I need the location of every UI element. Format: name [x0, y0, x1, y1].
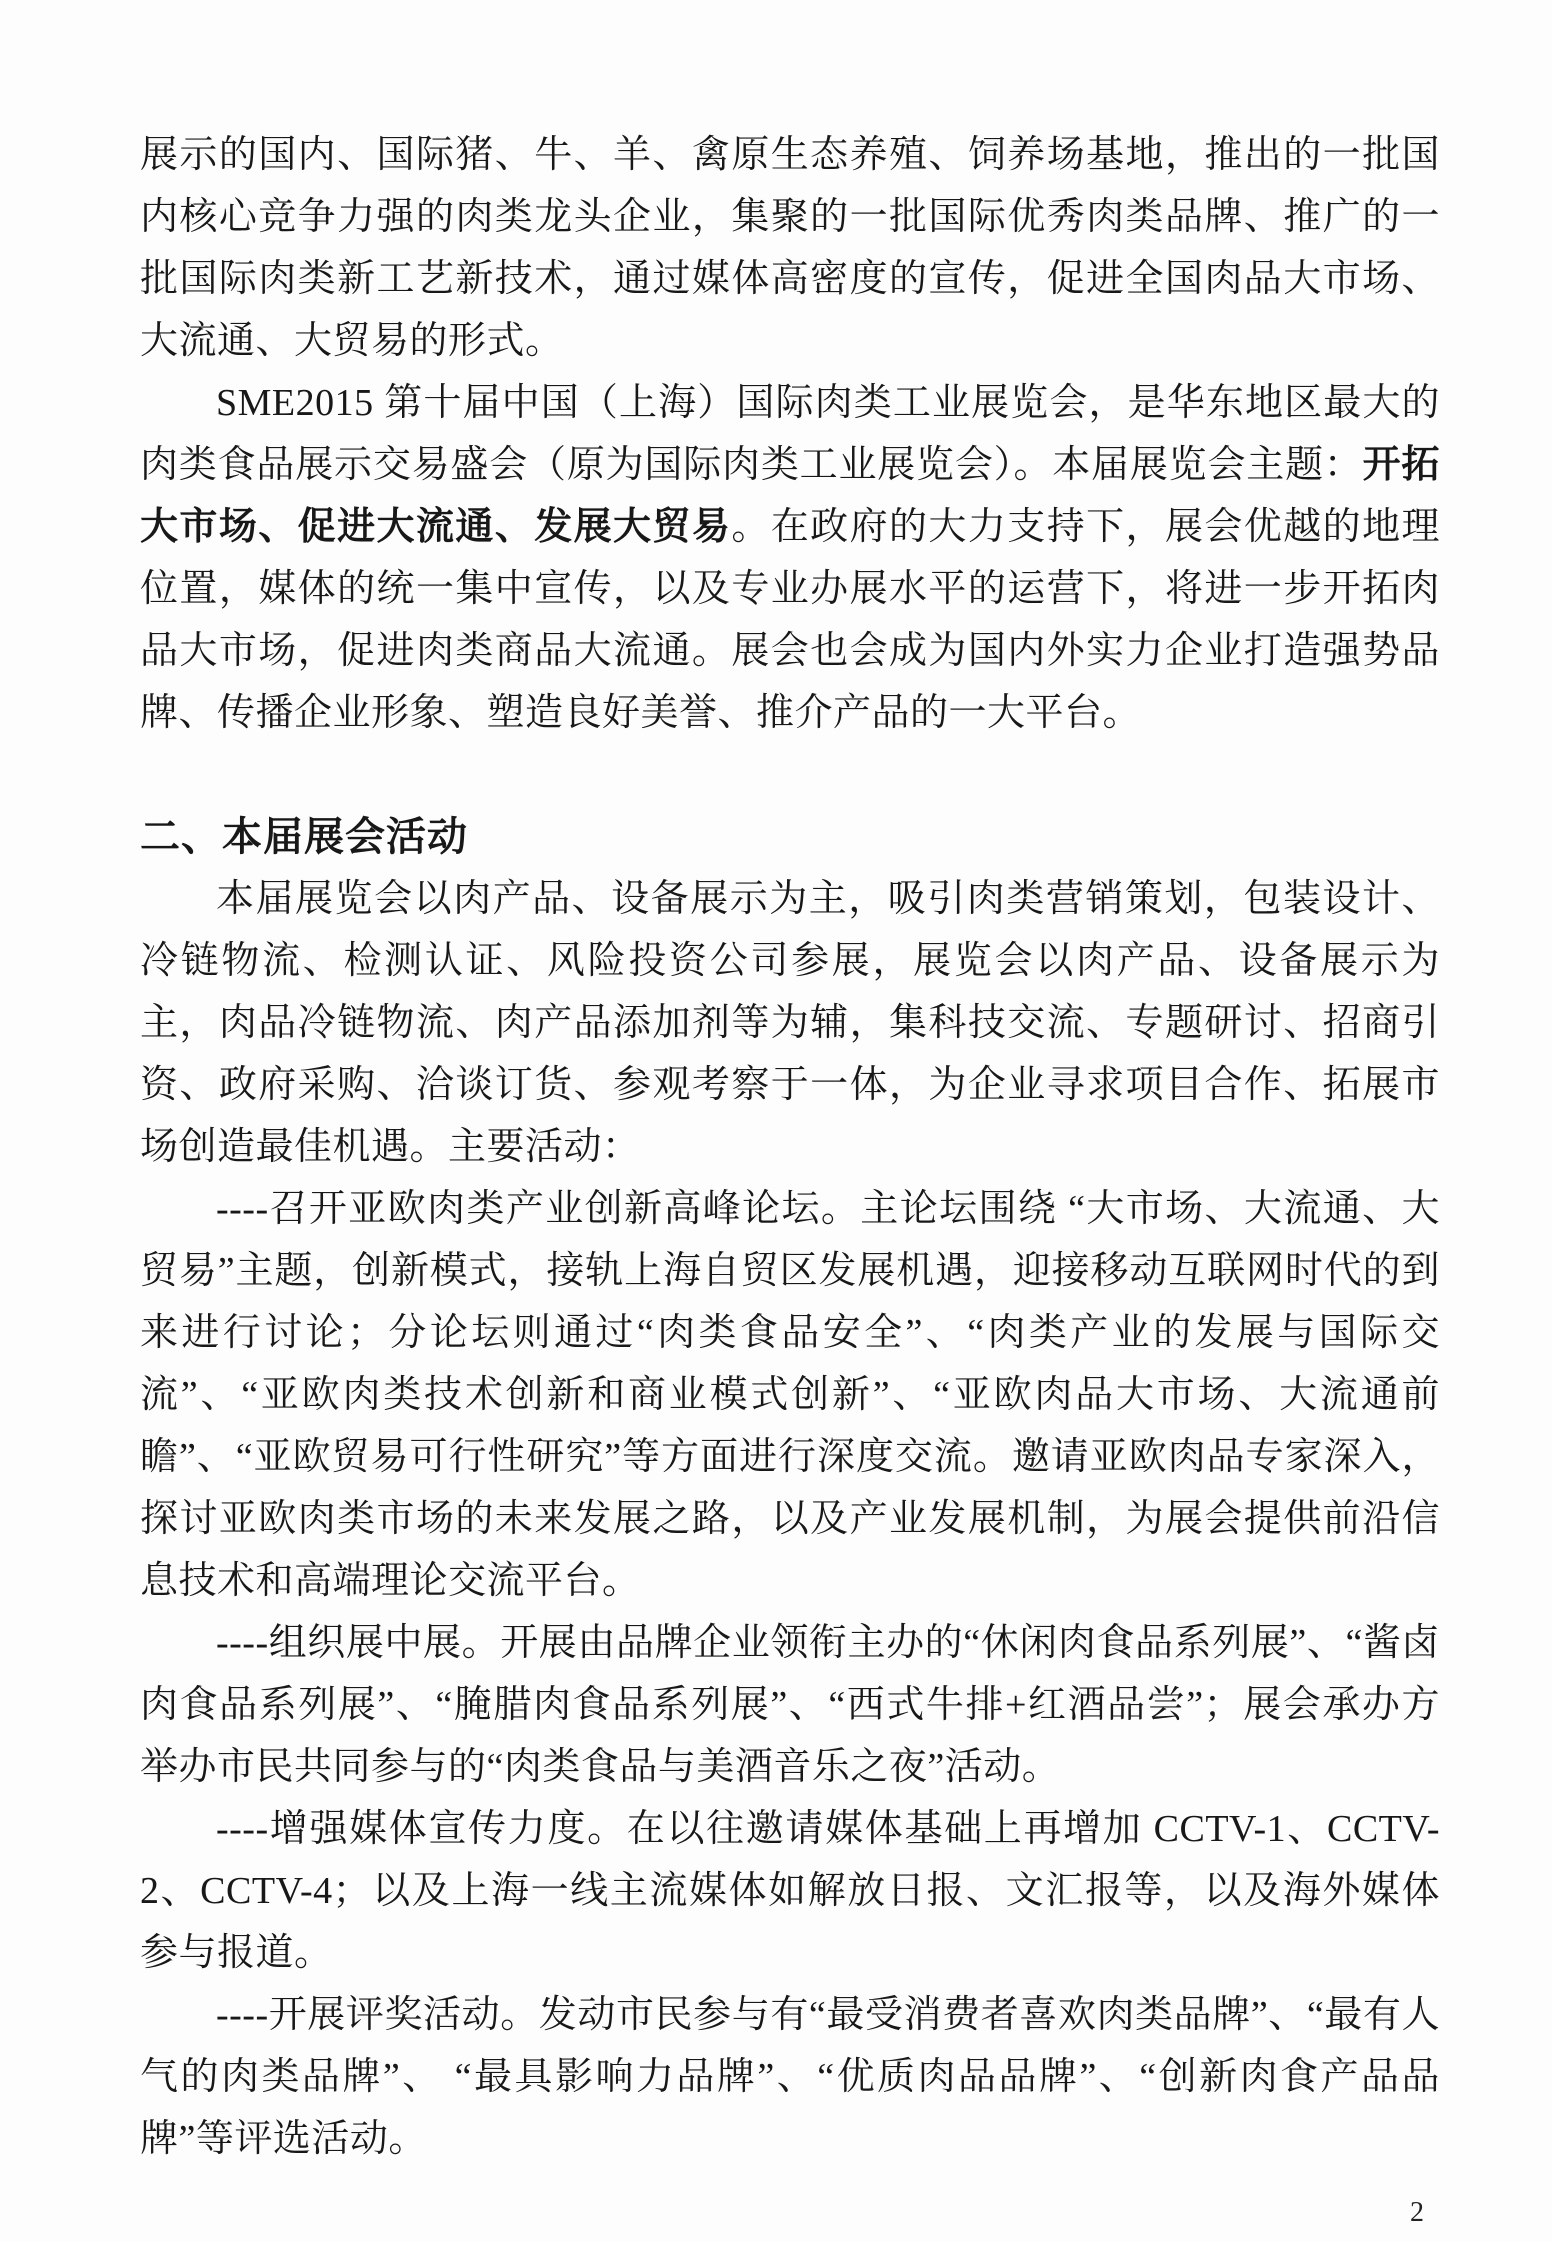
paragraph-summit-forum: ----召开亚欧肉类产业创新高峰论坛。主论坛围绕 “大市场、大流通、大贸易”主题，创新模式，接轨上海自贸区发展机遇，迎接移动互联网时代的到来进行讨论；分论坛则通过“肉类食品安全”、“肉类产业的发展与国际交流”、“亚欧肉类技术创新和商业模式创新”、“亚欧肉品大市场、大流通前瞻”、“亚欧贸易可行性研究”等方面进行深度交流。邀请亚欧肉品专家深入，探讨亚欧肉类市场的未来发展之路，以及产业发展机制，为展会提供前沿信息技术和高端理论交流平台。 [140, 1188, 1440, 1602]
page-number: 2 [1410, 2197, 1424, 2228]
exhibition-theme-bold-text: 开拓大市场、促进大流通、发展大贸易 [140, 444, 1440, 548]
paragraph-exhibition-scope: 本届展览会以肉产品、设备展示为主，吸引肉类营销策划，包装设计、冷链物流、检测认证、风险投资公司参展，展览会以肉产品、设备展示为主，肉品冷链物流、肉产品添加剂等为辅，集科技交流、专题研讨、招商引资、政府采购、洽谈订货、参观考察于一体，为企业寻求项目合作、拓展市场创造最佳机遇。主要活动： [140, 878, 1440, 1168]
paragraph-text: 。在政府的大力支持下，展会优越的地理位置，媒体的统一集中宣传，以及专业办展水平的运营下，将进一步开拓肉品大市场，促进肉类商品大流通。展会也会成为国内外实力企业打造强势品牌、传播企业形象、塑造良好美誉、推介产品的一大平台。 [140, 506, 1440, 734]
section-heading: 二、本届展会活动 [140, 814, 468, 859]
paragraph-media-promotion: ----增强媒体宣传力度。在以往邀请媒体基础上再增加 CCTV-1、CCTV-2、CCTV-4；以及上海一线主流媒体如解放日报、文汇报等，以及海外媒体参与报道。 [140, 1808, 1440, 1974]
paragraph-show-in-show: ----组织展中展。开展由品牌企业领衔主办的“休闲肉食品系列展”、“酱卤肉食品系列展”、“腌腊肉食品系列展”、“西式牛排+红酒品尝”；展会承办方举办市民共同参与的“肉类食品与美酒音乐之夜”活动。 [140, 1622, 1440, 1788]
page-content [140, 124, 1440, 2170]
paragraph-intro-continuation: 展示的国内、国际猪、牛、羊、禽原生态养殖、饲养场基地，推出的一批国内核心竞争力强的肉类龙头企业，集聚的一批国际优秀肉类品牌、推广的一批国际肉类新工艺新技术，通过媒体高密度的宣传，促进全国肉品大市场、大流通、大贸易的形式。 [140, 134, 1440, 362]
paragraph-sme2015-overview [140, 372, 1440, 744]
paragraph-award-activities: ----开展评奖活动。发动市民参与有“最受消费者喜欢肉类品牌”、“最有人气的肉类品牌”、 “最具影响力品牌”、“优质肉品品牌”、“创新肉食产品品牌”等评选活动。 [140, 1994, 1440, 2160]
paragraph-text: SME2015 第十届中国（上海）国际肉类工业展览会，是华东地区最大的肉类食品展示交易盛会（原为国际肉类工业展览会）。本届展览会主题： [140, 382, 1440, 486]
